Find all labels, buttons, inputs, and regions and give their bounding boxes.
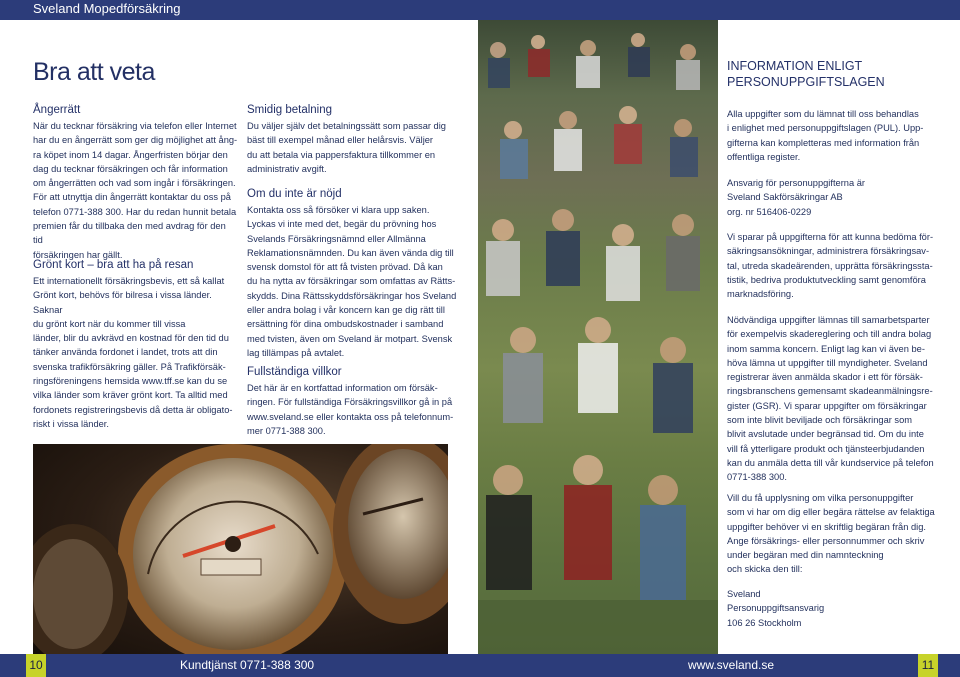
footer-website-link[interactable]: www.sveland.se	[688, 658, 775, 672]
text-line: och skicka den till:	[727, 564, 803, 575]
document-title: Sveland Mopedförsäkring	[33, 1, 181, 16]
pul-paragraph-3	[727, 230, 937, 301]
text-line: Nödvändiga uppgifter lämnas till samarbetsparter	[727, 315, 930, 325]
text-line: Grönt kort, behövs för bilresa i vissa länder. Saknar	[33, 290, 212, 315]
section-title: Om du inte är nöjd	[247, 188, 342, 200]
text-line: höva lämna ut uppgifter till myndigheter. Sveland	[727, 357, 928, 368]
footer-phone: Kundtjänst 0771-388 300	[180, 658, 315, 672]
section-smidig-betalning	[247, 102, 457, 176]
text-line: Vi sparar på uppgifterna för att kunna bedöma för-	[727, 232, 934, 242]
text-line: Alla uppgifter som du lämnat till oss behandlas	[727, 109, 919, 119]
text-line: du att betala via pappersfaktura tillkommer en	[247, 149, 436, 160]
text-line: marknadsföring.	[727, 289, 794, 300]
text-line: riskt i vissa länder.	[33, 418, 109, 429]
text-line: vilka länder som kräver grönt kort. Ta alltid med	[33, 390, 228, 401]
text-line: under begäran med din namnteckning	[727, 550, 884, 561]
page-number-left: 10	[26, 654, 46, 677]
section-angerratt	[33, 102, 238, 262]
heading-line: PERSONUPPGIFTSLAGEN	[727, 75, 885, 89]
text-line: lag tillämpas på avtalet.	[247, 347, 345, 358]
speedometer-image	[33, 444, 448, 654]
text-line: Sveland Sakförsäkringar AB	[727, 192, 843, 203]
pul-paragraph-2	[727, 176, 937, 219]
text-line: bäst till exempel månad eller helårsvis. Väljer	[247, 135, 434, 146]
text-line: Reklamationsnämnden. Du kan även vända dig till	[247, 247, 454, 258]
text-line: Det här är en kortfattad information om försäk-	[247, 383, 438, 393]
text-line: Ange försäkrings- eller personnummer och skriv	[727, 535, 925, 546]
text-line: tal, utreda skadeärenden, upprätta försäkringssta-	[727, 260, 933, 271]
text-line: Du väljer själv det betalningssätt som passar dig	[247, 121, 446, 131]
text-line: inom samma koncern. Enligt lag kan vi även be-	[727, 343, 925, 354]
pul-paragraph-5	[727, 491, 937, 577]
text-line: gifterna kan kompletteras med information från	[727, 137, 920, 148]
text-line: www.sveland.se eller kontakta oss på telefonnum-	[247, 411, 454, 422]
text-line: Kontakta oss så försöker vi klara upp saken.	[247, 205, 430, 215]
pul-paragraph-1	[727, 107, 937, 164]
text-line: org. nr 516406-0229	[727, 206, 812, 217]
pul-address	[727, 587, 937, 630]
text-line: du grönt kort när du kommer till vissa	[33, 318, 186, 329]
text-line: Ett internationellt försäkringsbevis, ett så kallat	[33, 276, 225, 286]
heading-line: INFORMATION ENLIGT	[727, 59, 863, 73]
text-line: svensk domstol för att få tvisten prövad. Då kan	[247, 262, 443, 273]
speedometer-photo	[33, 444, 448, 654]
text-line: för exempelvis skadereglering och till andra bolag	[727, 329, 932, 340]
text-line: ersättning för dina ombudskostnader i samband	[247, 319, 444, 330]
footer-bar	[0, 654, 960, 677]
text-line: ringsföreningens hemsida www.tff.se kan du se	[33, 376, 228, 387]
text-line: dag du tecknar försäkringen och får information	[33, 163, 228, 174]
text-line: offentliga register.	[727, 151, 801, 162]
page-number-right: 11	[918, 654, 938, 677]
text-line: 106 26 Stockholm	[727, 617, 802, 628]
text-line: gister (GSR). Vi sparar uppgifter om försäkringar	[727, 400, 927, 411]
text-line: om ångerrätten och vad som ingår i försäkringen.	[33, 178, 236, 189]
section-om-du-inte-ar-nojd	[247, 186, 457, 360]
text-line: För att utnyttja din ångerrätt kontaktar du oss på	[33, 192, 231, 203]
section-gront-kort	[33, 257, 238, 431]
text-line: som vi har om dig eller begära rättelse av felaktiga	[727, 507, 935, 518]
text-line: säkringsansökningar, administrera försäkringsav-	[727, 246, 930, 257]
text-line: försäkringen har gällt.	[33, 249, 123, 260]
text-line: Personuppgiftsansvarig	[727, 603, 825, 614]
section-title: Ångerrätt	[33, 104, 81, 116]
crowd-photo	[478, 20, 718, 654]
text-line: skydds. Dina Rättsskyddsförsäkringar hos Sveland	[247, 290, 457, 301]
text-line: ringsbranschens gemensamt skadeanmälningsre-	[727, 386, 933, 397]
page-heading: Bra att veta	[33, 58, 155, 86]
pul-paragraph-4	[727, 313, 937, 485]
text-line: med tvisten, även om Sveland är motpart. Svensk	[247, 333, 453, 344]
text-line: tänker använda fordonet i landet, trots att din	[33, 347, 218, 358]
text-line: premien får du tillbaka den med avdrag för den tid	[33, 221, 226, 246]
crowd-image	[478, 20, 718, 654]
text-line: Ansvarig för personuppgifterna är	[727, 178, 865, 188]
text-line: fordonets registreringsbevis då detta är obligato-	[33, 404, 233, 415]
text-line: ra köpet inom 14 dagar. Ångerfristen börjar den	[33, 149, 228, 160]
text-line: uppgifter behöver vi en skriftlig begäran från dig.	[727, 521, 926, 532]
text-line: vill få ytterligare produkt och tjänsteerbjudanden	[727, 443, 925, 454]
text-line: 0771-388 300.	[727, 472, 787, 483]
text-line: tistik, bedriva produktutveckling samt genomföra	[727, 274, 926, 285]
text-line: i enlighet med personuppgiftslagen (PUL). Upp-	[727, 123, 924, 134]
section-title: Grönt kort – bra att ha på resan	[33, 259, 194, 271]
text-line: När du tecknar försäkring via telefon eller Internet	[33, 121, 237, 131]
right-heading	[727, 58, 885, 90]
text-line: telefon 0771-388 300. Har du redan hunnit betala	[33, 206, 237, 217]
text-line: administrativ avgift.	[247, 163, 327, 174]
text-line: blivit avslutade under begränsad tid. Om du inte	[727, 429, 924, 440]
text-line: registrerar även anmälda skador i ett för försäk-	[727, 372, 923, 383]
text-line: länder, blir du avkrävd en kostnad för den tid du	[33, 333, 229, 344]
text-line: kan du anmäla detta till vår kundservice på telefon	[727, 457, 934, 468]
text-line: har du en ångerrätt som ger dig möjlighet att ång-	[33, 135, 238, 146]
section-title: Fullständiga villkor	[247, 366, 342, 378]
text-line: eller andra bolag i vår koncern kan ge dig rätt till	[247, 305, 445, 316]
text-line: Sveland	[727, 589, 761, 599]
text-line: mer 0771-388 300.	[247, 425, 326, 436]
text-line: Svelands Försäkringsnämnd eller Allmänna	[247, 233, 426, 244]
text-line: svenska trafikförsäkring gäller. På Trafikförsäk-	[33, 361, 226, 372]
top-bar	[0, 0, 960, 20]
text-line: Lyckas vi inte med det, begär du prövning hos	[247, 219, 437, 230]
section-title: Smidig betalning	[247, 104, 333, 116]
text-line: du ha nytta av försäkringar som omfattas av Rätts-	[247, 276, 456, 287]
text-line: Vill du få upplysning om vilka personuppgifter	[727, 493, 914, 503]
text-line: som inte blivit beviljade och försäkringar som	[727, 415, 912, 426]
section-fullstandiga-villkor	[247, 364, 457, 438]
text-line: ringen. För fullständiga Försäkringsvillkor gå in på	[247, 397, 453, 408]
